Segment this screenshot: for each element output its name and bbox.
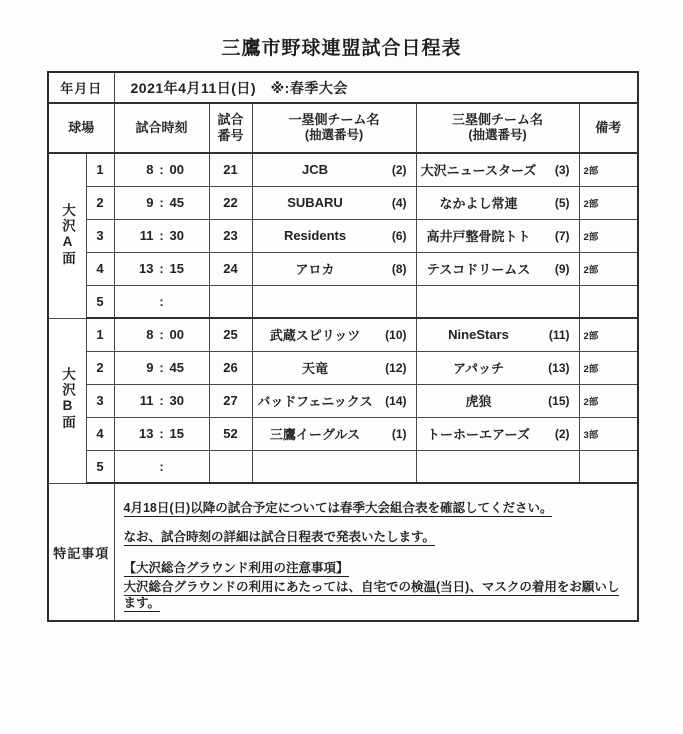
- draw-number: (14): [385, 393, 407, 408]
- time-colon: :: [159, 393, 164, 408]
- third-base-team-cell: [416, 219, 579, 252]
- table-row: [48, 219, 638, 252]
- time-minute: 45: [169, 360, 184, 375]
- header-first-base-line1: 一塁側チーム名: [288, 112, 380, 128]
- header-game-number-line2: 番号: [217, 128, 244, 143]
- team-name: NineStars: [448, 327, 509, 343]
- time-minute: 00: [169, 162, 184, 178]
- third-base-team-cell: [416, 153, 579, 186]
- game-time: [114, 153, 209, 186]
- game-time: [114, 252, 209, 285]
- team-name: アパッチ: [453, 361, 504, 376]
- time-colon: :: [159, 228, 164, 243]
- row-number: 3: [86, 219, 114, 252]
- time-minute: 15: [169, 261, 184, 276]
- first-base-team-cell: [252, 285, 416, 318]
- date-row: [48, 72, 638, 103]
- row-number: 2: [86, 186, 114, 219]
- game-time: [114, 384, 209, 417]
- remarks-cell: [579, 450, 638, 483]
- venue-label-text: 大沢A面: [60, 202, 75, 266]
- team-name: 武蔵スピリッツ: [269, 328, 361, 344]
- time-hour: 11: [139, 228, 154, 243]
- third-base-team-cell: [416, 450, 579, 483]
- row-number: 5: [86, 285, 114, 318]
- table-row: [48, 285, 638, 318]
- schedule-table: [47, 71, 639, 622]
- time-colon: :: [159, 162, 164, 178]
- remarks-cell: 2部: [579, 153, 638, 186]
- team-name: 虎狼: [465, 394, 492, 409]
- game-time: [114, 219, 209, 252]
- first-base-team-cell: [252, 153, 416, 186]
- draw-number: (1): [391, 426, 407, 441]
- remarks-cell: 3部: [579, 417, 638, 450]
- remarks-cell: 2部: [579, 318, 638, 351]
- table-row: [48, 417, 638, 450]
- first-base-team-cell: [252, 384, 416, 417]
- header-third-base-team: [416, 103, 579, 153]
- team-name: バッドフェニックス: [257, 394, 373, 409]
- draw-number: (13): [548, 360, 570, 375]
- draw-number: (2): [391, 162, 407, 177]
- table-row: [48, 186, 638, 219]
- table-row: [48, 450, 638, 483]
- header-time: 試合時刻: [114, 103, 209, 153]
- venue-label-a: [48, 153, 86, 318]
- special-notes-content: [114, 483, 638, 621]
- first-base-team-cell: [252, 186, 416, 219]
- team-name: 高井戸整骨院トト: [426, 229, 531, 244]
- first-base-team-cell: [252, 417, 416, 450]
- header-game-number: [209, 103, 252, 153]
- venue-label-text: 大沢B面: [60, 367, 75, 431]
- third-base-team-cell: [416, 417, 579, 450]
- time-minute: 45: [169, 195, 184, 210]
- remarks-cell: [579, 285, 638, 318]
- remarks-cell: 2部: [579, 351, 638, 384]
- draw-number: (4): [391, 195, 407, 210]
- game-number: 24: [209, 252, 252, 285]
- time-colon: :: [159, 360, 164, 375]
- time-hour: 9: [146, 360, 154, 375]
- team-name: 三鷹イーグルス: [269, 427, 361, 442]
- game-time: [114, 351, 209, 384]
- game-time: [114, 417, 209, 450]
- game-time: [114, 186, 209, 219]
- header-game-number-line1: 試合: [217, 111, 244, 127]
- team-name: SUBARU: [287, 195, 343, 210]
- table-row: [48, 384, 638, 417]
- game-time: [114, 318, 209, 351]
- time-hour: 13: [139, 426, 154, 441]
- team-name: テスコドリームス: [426, 262, 531, 277]
- draw-number: (11): [548, 327, 570, 342]
- game-time: [114, 450, 209, 483]
- third-base-team-cell: [416, 252, 579, 285]
- game-number: 27: [209, 384, 252, 417]
- team-name: JCB: [302, 162, 329, 178]
- game-number: 26: [209, 351, 252, 384]
- header-third-base-line2: (抽選番号): [468, 128, 527, 143]
- date-value: 2021年4月11日(日) ※:春季大会: [114, 72, 638, 103]
- time-minute: 30: [169, 393, 184, 408]
- row-number: 1: [86, 318, 114, 351]
- time-colon: :: [159, 261, 164, 276]
- first-base-team-cell: [252, 219, 416, 252]
- table-row: [48, 153, 638, 186]
- table-row: [48, 318, 638, 351]
- time-minute: 00: [169, 327, 184, 343]
- header-first-base-line2: (抽選番号): [304, 128, 364, 143]
- time-colon: :: [159, 195, 164, 210]
- row-number: 5: [86, 450, 114, 483]
- remarks-cell: 2部: [579, 252, 638, 285]
- remarks-cell: 2部: [579, 186, 638, 219]
- game-number: 22: [209, 186, 252, 219]
- game-number: 21: [209, 153, 252, 186]
- team-name: トーホーエアーズ: [427, 427, 530, 442]
- row-number: 3: [86, 384, 114, 417]
- draw-number: (15): [548, 393, 570, 408]
- draw-number: (12): [385, 360, 407, 375]
- special-notes-label: 特記事項: [48, 483, 114, 621]
- draw-number: (3): [554, 162, 570, 177]
- row-number: 2: [86, 351, 114, 384]
- table-row: [48, 351, 638, 384]
- header-venue: 球場: [48, 103, 114, 153]
- note-line: 大沢総合グラウンドの利用にあたっては、自宅での検温(当日)、マスクの着用をお願いします。: [123, 579, 620, 610]
- team-name: Residents: [283, 228, 347, 243]
- team-name: アロカ: [295, 262, 335, 277]
- time-minute: 30: [169, 228, 184, 243]
- date-label: 年月日: [48, 72, 114, 103]
- game-number: 25: [209, 318, 252, 351]
- first-base-team-cell: [252, 318, 416, 351]
- time-hour: 8: [146, 162, 154, 178]
- table-row: [48, 252, 638, 285]
- venue-label-b: [48, 318, 86, 483]
- special-notes-row: [48, 483, 638, 621]
- third-base-team-cell: [416, 186, 579, 219]
- third-base-team-cell: [416, 384, 579, 417]
- time-hour: 13: [139, 261, 154, 276]
- time-colon: :: [159, 293, 164, 309]
- time-colon: :: [159, 426, 164, 441]
- draw-number: (6): [391, 228, 407, 243]
- time-minute: 15: [169, 426, 184, 441]
- first-base-team-cell: [252, 450, 416, 483]
- row-number: 4: [86, 417, 114, 450]
- remarks-cell: 2部: [579, 384, 638, 417]
- row-number: 1: [86, 153, 114, 186]
- game-number: [209, 450, 252, 483]
- row-number: 4: [86, 252, 114, 285]
- time-hour: 8: [146, 327, 154, 343]
- team-name: 大沢ニュースターズ: [420, 163, 537, 179]
- draw-number: (10): [385, 327, 407, 342]
- draw-number: (8): [391, 261, 407, 276]
- draw-number: (9): [554, 261, 570, 276]
- team-name: なかよし常連: [439, 196, 518, 211]
- time-hour: 11: [139, 393, 154, 408]
- header-remarks: 備考: [579, 103, 638, 153]
- remarks-cell: 2部: [579, 219, 638, 252]
- time-hour: 9: [146, 195, 154, 210]
- note-line: 4月18日(日)以降の試合予定については春季大会組合表を確認してください。: [123, 501, 553, 515]
- header-third-base-line1: 三塁側チーム名: [452, 112, 544, 128]
- note-line: 【大沢総合グラウンド利用の注意事項】: [123, 561, 349, 576]
- third-base-team-cell: [416, 351, 579, 384]
- draw-number: (7): [554, 228, 570, 243]
- time-colon: :: [159, 458, 164, 474]
- page-title: 三鷹市野球連盟試合日程表: [221, 38, 462, 59]
- game-time: [114, 285, 209, 318]
- header-row: [48, 103, 638, 153]
- team-name: 天竜: [302, 361, 329, 376]
- note-line: なお、試合時刻の詳細は試合日程表で発表いたします。: [123, 529, 436, 544]
- game-number: 52: [209, 417, 252, 450]
- draw-number: (5): [554, 195, 570, 210]
- third-base-team-cell: [416, 318, 579, 351]
- header-first-base-team: [252, 103, 416, 153]
- first-base-team-cell: [252, 252, 416, 285]
- draw-number: (2): [554, 426, 570, 441]
- game-number: [209, 285, 252, 318]
- game-number: 23: [209, 219, 252, 252]
- time-colon: :: [159, 327, 164, 343]
- third-base-team-cell: [416, 285, 579, 318]
- first-base-team-cell: [252, 351, 416, 384]
